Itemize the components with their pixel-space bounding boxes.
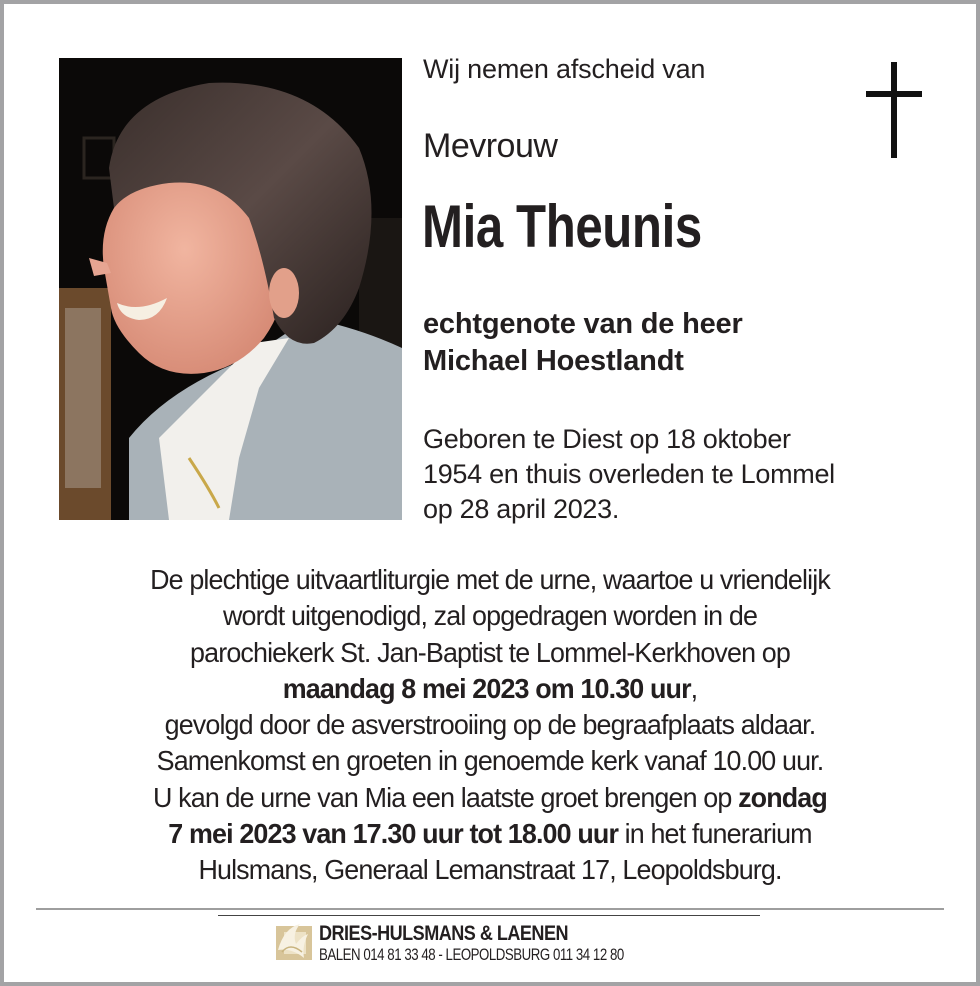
obituary-card: [4, 4, 976, 982]
birth-line: Geboren te Diest op 18 oktober: [423, 424, 791, 454]
intro-text: Wij nemen afscheid van: [423, 54, 706, 84]
ceremony-datetime: maandag 8 mei 2023 om 10.30 uur: [282, 672, 691, 704]
funeral-home-logo-icon: [274, 922, 314, 962]
birth-line: 1954 en thuis overleden te Lommel: [423, 459, 835, 489]
birth-death-info: [423, 422, 835, 527]
portrait-photo: [59, 58, 402, 520]
ceremony-line: wordt uitgenodigd, zal opgedragen worden in de: [222, 600, 758, 632]
death-date-line: op 28 april 2023.: [423, 494, 620, 524]
spouse-line: echtgenote van de heer: [423, 308, 743, 340]
ceremony-line: parochiekerk St. Jan-Baptist te Lommel-Kerkhoven op: [190, 636, 790, 668]
ceremony-date-line: maandag 8 mei 2023 om 10.30 uur,: [282, 672, 698, 704]
funeral-home-name: DRIES-HULSMANS & LAENEN: [319, 922, 569, 945]
deceased-name: Mia Theunis: [422, 193, 702, 260]
visitation-datetime: 7 mei 2023 van 17.30 uur tot 18.00 uur: [168, 818, 619, 850]
ceremony-line: Samenkomst en groeten in genoemde kerk vanaf 10.00 uur.: [156, 745, 824, 777]
ceremony-line: De plechtige uitvaartliturgie met de urne, waartoe u vriendelijk: [150, 564, 830, 595]
spouse-name: Michael Hoestlandt: [423, 345, 684, 377]
visitation-address: Hulsmans, Generaal Lemanstraat 17, Leopoldsburg.: [198, 854, 782, 886]
visitation-time-line: 7 mei 2023 van 17.30 uur tot 18.00 uur in het funerarium: [168, 818, 812, 850]
footer-separator-line: [218, 915, 760, 916]
visitation-line: U kan de urne van Mia een laatste groet brengen op zondag: [153, 781, 827, 813]
funeral-home-contact: BALEN 014 81 33 48 - LEOPOLDSBURG 011 34 12 80: [319, 945, 624, 964]
ceremony-line: gevolgd door de asverstrooiing op de begraafplaats aldaar.: [164, 709, 816, 741]
visitation-day: zondag: [738, 781, 827, 813]
spouse-info: [423, 306, 743, 380]
portrait-image: [59, 58, 402, 520]
separator-line: [36, 908, 944, 910]
ceremony-details: [52, 562, 928, 889]
cross-icon: [891, 62, 897, 158]
cross-icon-bar: [866, 91, 922, 97]
title-prefix: Mevrouw: [423, 127, 558, 165]
